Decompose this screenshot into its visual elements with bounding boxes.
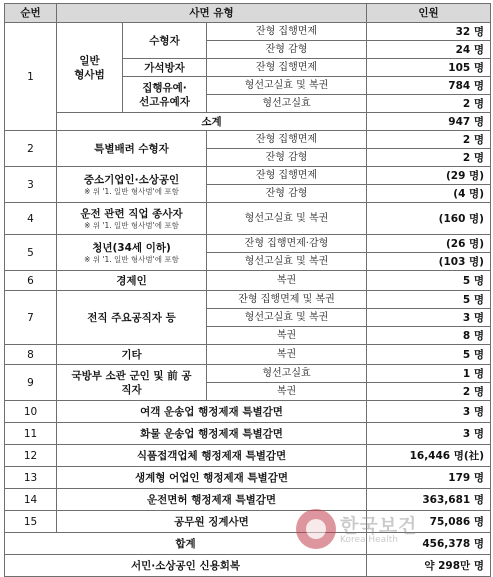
table-row bbox=[5, 23, 491, 41]
table-row bbox=[5, 167, 491, 185]
row-label: 여객 운송업 행정제재 특별감면 bbox=[57, 401, 367, 423]
detail-cell: 복권 bbox=[207, 327, 367, 345]
row-label-text: 중소기업인·소상공인 bbox=[83, 174, 180, 186]
sub-label: 집행유예· 선고유예자 bbox=[123, 77, 207, 113]
count-cell: 105 명 bbox=[367, 59, 491, 77]
row-label: 식품접객업체 행정제재 특별감면 bbox=[57, 445, 367, 467]
count-cell: (160 명) bbox=[367, 203, 491, 235]
row-no: 15 bbox=[5, 511, 57, 533]
count-cell: 3 명 bbox=[367, 423, 491, 445]
row-label-text: 청년(34세 이하) bbox=[92, 242, 171, 254]
row-label: 생계형 어업인 행정제재 특별감면 bbox=[57, 467, 367, 489]
table-row bbox=[5, 365, 491, 383]
row-label bbox=[57, 235, 207, 271]
row-label bbox=[57, 167, 207, 203]
detail-cell: 복권 bbox=[207, 345, 367, 365]
table-row bbox=[5, 345, 491, 365]
count-cell: 32 명 bbox=[367, 23, 491, 41]
row-label-text: 운전 관련 직업 종사자 bbox=[80, 208, 183, 220]
row-no: 13 bbox=[5, 467, 57, 489]
table-row bbox=[5, 489, 491, 511]
subtotal-count: 947 명 bbox=[367, 113, 491, 131]
header-count: 인원 bbox=[367, 4, 491, 23]
row-no: 11 bbox=[5, 423, 57, 445]
row-no: 14 bbox=[5, 489, 57, 511]
count-cell: 179 명 bbox=[367, 467, 491, 489]
watermark-subtext: Korea Health bbox=[340, 535, 398, 545]
credit-label: 서민·소상공인 신용회복 bbox=[5, 555, 367, 577]
credit-row bbox=[5, 555, 491, 577]
row-label bbox=[57, 203, 207, 235]
table-row bbox=[5, 445, 491, 467]
detail-cell: 형선고실효 bbox=[207, 95, 367, 113]
row-note: ※ 위 '1. 일반 형사범'에 포함 bbox=[84, 221, 179, 230]
row-label: 기타 bbox=[57, 345, 207, 365]
row-label: 전직 주요공직자 등 bbox=[57, 291, 207, 345]
count-cell: 784 명 bbox=[367, 77, 491, 95]
detail-cell: 복권 bbox=[207, 383, 367, 401]
count-cell: 8 명 bbox=[367, 327, 491, 345]
count-cell: (103 명) bbox=[367, 253, 491, 271]
table-row bbox=[5, 203, 491, 235]
count-cell: 1 명 bbox=[367, 365, 491, 383]
count-cell: (4 명) bbox=[367, 185, 491, 203]
header-no: 순번 bbox=[5, 4, 57, 23]
row-label: 국방부 소관 군인 및 前 공 직자 bbox=[57, 365, 207, 401]
row-no: 3 bbox=[5, 167, 57, 203]
detail-cell: 복권 bbox=[207, 271, 367, 291]
sub-label: 가석방자 bbox=[123, 59, 207, 77]
row-no: 4 bbox=[5, 203, 57, 235]
count-cell: 5 명 bbox=[367, 271, 491, 291]
detail-cell: 형선고실효 및 복권 bbox=[207, 77, 367, 95]
row-note: ※ 위 '1. 일반 형사범'에 포함 bbox=[84, 255, 179, 264]
row-no: 9 bbox=[5, 365, 57, 401]
count-cell: 16,446 명(社) bbox=[367, 445, 491, 467]
detail-cell: 잔형 집행면제·감형 bbox=[207, 235, 367, 253]
detail-cell: 형선고실효 및 복권 bbox=[207, 203, 367, 235]
group-label: 일반 형사범 bbox=[57, 23, 123, 113]
detail-cell: 잔형 집행면제 bbox=[207, 131, 367, 149]
table-row bbox=[5, 113, 491, 131]
table-row bbox=[5, 235, 491, 253]
detail-cell: 잔형 집행면제 bbox=[207, 59, 367, 77]
header-row bbox=[5, 4, 491, 23]
header-type: 사면 유형 bbox=[57, 4, 367, 23]
count-cell: 2 명 bbox=[367, 149, 491, 167]
row-no: 12 bbox=[5, 445, 57, 467]
table-row bbox=[5, 467, 491, 489]
total-label: 합계 bbox=[5, 533, 367, 555]
count-cell: 24 명 bbox=[367, 41, 491, 59]
detail-cell: 잔형 집행면제 bbox=[207, 167, 367, 185]
pardon-table bbox=[4, 3, 491, 577]
total-count: 456,378 명 bbox=[367, 533, 491, 555]
subtotal-label: 소계 bbox=[57, 113, 367, 131]
row-no: 8 bbox=[5, 345, 57, 365]
watermark-text: 한국보건 bbox=[340, 515, 418, 537]
count-cell: (29 명) bbox=[367, 167, 491, 185]
row-no: 6 bbox=[5, 271, 57, 291]
detail-cell: 잔형 감형 bbox=[207, 149, 367, 167]
detail-cell: 형선고실효 및 복권 bbox=[207, 309, 367, 327]
row-note: ※ 위 '1. 일반 형사범'에 포함 bbox=[84, 187, 179, 196]
row-no: 10 bbox=[5, 401, 57, 423]
row-no: 5 bbox=[5, 235, 57, 271]
detail-cell: 잔형 감형 bbox=[207, 185, 367, 203]
table-row bbox=[5, 291, 491, 309]
row-label: 화물 운송업 행정제재 특별감면 bbox=[57, 423, 367, 445]
count-cell: 2 명 bbox=[367, 131, 491, 149]
row-no: 2 bbox=[5, 131, 57, 167]
row-label: 경제인 bbox=[57, 271, 207, 291]
detail-cell: 형선고실효 및 복권 bbox=[207, 253, 367, 271]
total-row bbox=[5, 533, 491, 555]
row-label: 공무원 징계사면 bbox=[57, 511, 367, 533]
count-cell: 2 명 bbox=[367, 95, 491, 113]
count-cell: (26 명) bbox=[367, 235, 491, 253]
detail-cell: 잔형 감형 bbox=[207, 41, 367, 59]
count-cell: 3 명 bbox=[367, 401, 491, 423]
detail-cell: 형선고실효 bbox=[207, 365, 367, 383]
count-cell: 75,086 명 bbox=[367, 511, 491, 533]
detail-cell: 잔형 집행면제 bbox=[207, 23, 367, 41]
count-cell: 5 명 bbox=[367, 345, 491, 365]
table-row bbox=[5, 131, 491, 149]
count-cell: 3 명 bbox=[367, 309, 491, 327]
count-cell: 5 명 bbox=[367, 291, 491, 309]
row-label: 특별배려 수형자 bbox=[57, 131, 207, 167]
row-label: 운전면허 행정제재 특별감면 bbox=[57, 489, 367, 511]
table-row bbox=[5, 271, 491, 291]
detail-cell: 잔형 집행면제 및 복권 bbox=[207, 291, 367, 309]
table-row bbox=[5, 423, 491, 445]
count-cell: 363,681 명 bbox=[367, 489, 491, 511]
row-no: 1 bbox=[5, 23, 57, 131]
credit-count: 약 298만 명 bbox=[367, 555, 491, 577]
count-cell: 2 명 bbox=[367, 383, 491, 401]
table-row bbox=[5, 511, 491, 533]
sub-label: 수형자 bbox=[123, 23, 207, 59]
table-row bbox=[5, 401, 491, 423]
row-no: 7 bbox=[5, 291, 57, 345]
